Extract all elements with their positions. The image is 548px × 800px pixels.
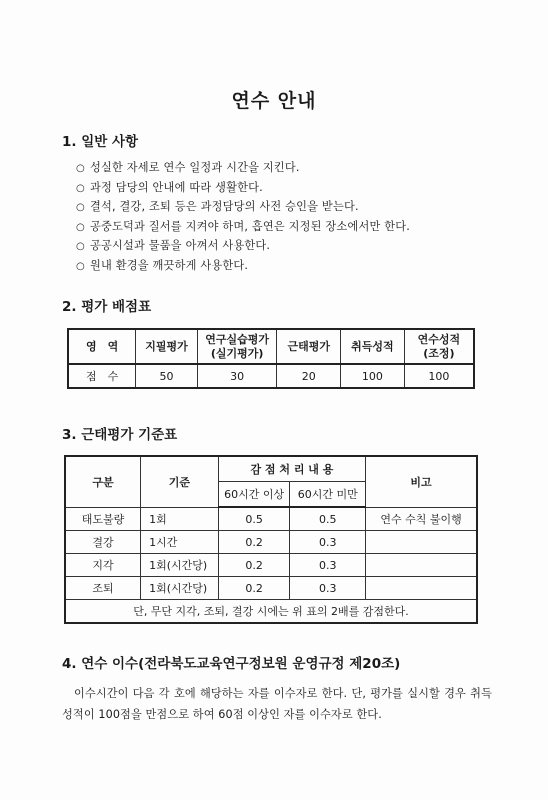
attendance-criteria-table	[64, 455, 478, 624]
table-row	[65, 554, 477, 577]
table-row	[65, 507, 477, 531]
list-item: ○ 결석, 결강, 조퇴 등은 과정담당의 사전 승인을 받는다.	[76, 200, 359, 214]
table-row	[65, 531, 477, 554]
table-footnote-row	[65, 600, 477, 624]
table-cell: 태도불량	[65, 507, 141, 531]
list-item: ○ 공중도덕과 질서를 지켜야 하며, 흡연은 지정된 장소에서만 한다.	[76, 219, 410, 233]
list-item: ○ 과정 담당의 안내에 따라 생활한다.	[76, 180, 263, 194]
table-cell	[366, 577, 477, 600]
table-header: 구분	[65, 456, 141, 507]
table-header: 비고	[366, 456, 477, 507]
section-3-heading: 3. 근태평가 기준표	[62, 427, 178, 443]
table-row	[65, 577, 477, 600]
table-header: 기준	[141, 456, 219, 507]
table-header: 지필평가	[136, 329, 198, 364]
table-header: 감 점 처 리 내 용	[218, 456, 365, 482]
row-label: 점 수	[68, 364, 136, 388]
section-4-heading: 4. 연수 이수(전라북도교육연구정보원 운영규정 제20조)	[62, 656, 401, 672]
table-cell: 0.3	[290, 554, 366, 577]
page-title: 연수 안내	[231, 90, 317, 112]
table-footnote: 단, 무단 지각, 조퇴, 결강 시에는 위 표의 2배를 감점한다.	[65, 600, 477, 624]
completion-paragraph: 이수시간이 다음 각 호에 해당하는 자를 이수자로 한다. 단, 평가를 실시할 경우 취득성적이 100점을 만점으로 하여 60점 이상인 자를 이수자로 한다.	[62, 687, 492, 721]
table-header: 취득성적	[341, 329, 405, 364]
section-1-heading: 1. 일반 사항	[62, 134, 139, 150]
table-cell: 0.2	[218, 577, 290, 600]
score-allocation-table	[67, 328, 475, 389]
table-cell: 0.2	[218, 531, 290, 554]
table-header: 연구실습평가 (실기평가)	[197, 329, 277, 364]
table-cell: 100	[341, 364, 405, 388]
table-header: 60시간 미만	[290, 482, 366, 508]
table-cell: 1회(시간당)	[141, 554, 219, 577]
table-cell: 100	[404, 364, 474, 388]
table-cell: 1회(시간당)	[141, 577, 219, 600]
list-item: ○ 공공시설과 물품을 아껴서 사용한다.	[76, 239, 271, 253]
table-cell: 연수 수칙 불이행	[366, 507, 477, 531]
section-2-heading: 2. 평가 배점표	[62, 299, 152, 315]
table-header: 근태평가	[277, 329, 341, 364]
table-cell: 20	[277, 364, 341, 388]
table-cell: 0.3	[290, 577, 366, 600]
list-item: ○ 성실한 자세로 연수 일정과 시간을 지킨다.	[76, 161, 300, 174]
table-cell: 결강	[65, 531, 141, 554]
general-rules-list	[76, 158, 410, 276]
table-header: 연수성적 (조정)	[404, 329, 474, 364]
table-cell: 조퇴	[65, 577, 141, 600]
list-item: ○ 원내 환경을 깨끗하게 사용한다.	[76, 258, 249, 272]
table-cell: 1시간	[141, 531, 219, 554]
table-cell	[366, 554, 477, 577]
table-header: 영 역	[68, 329, 136, 364]
table-cell: 0.2	[218, 554, 290, 577]
table-cell: 0.5	[218, 507, 290, 531]
table-cell: 30	[197, 364, 277, 388]
table-row	[68, 364, 474, 388]
table-cell: 지각	[65, 554, 141, 577]
table-cell: 1회	[141, 507, 219, 531]
table-header: 60시간 이상	[218, 482, 290, 508]
table-cell: 0.5	[290, 507, 366, 531]
table-cell: 50	[136, 364, 198, 388]
table-cell: 0.3	[290, 531, 366, 554]
table-cell	[366, 531, 477, 554]
